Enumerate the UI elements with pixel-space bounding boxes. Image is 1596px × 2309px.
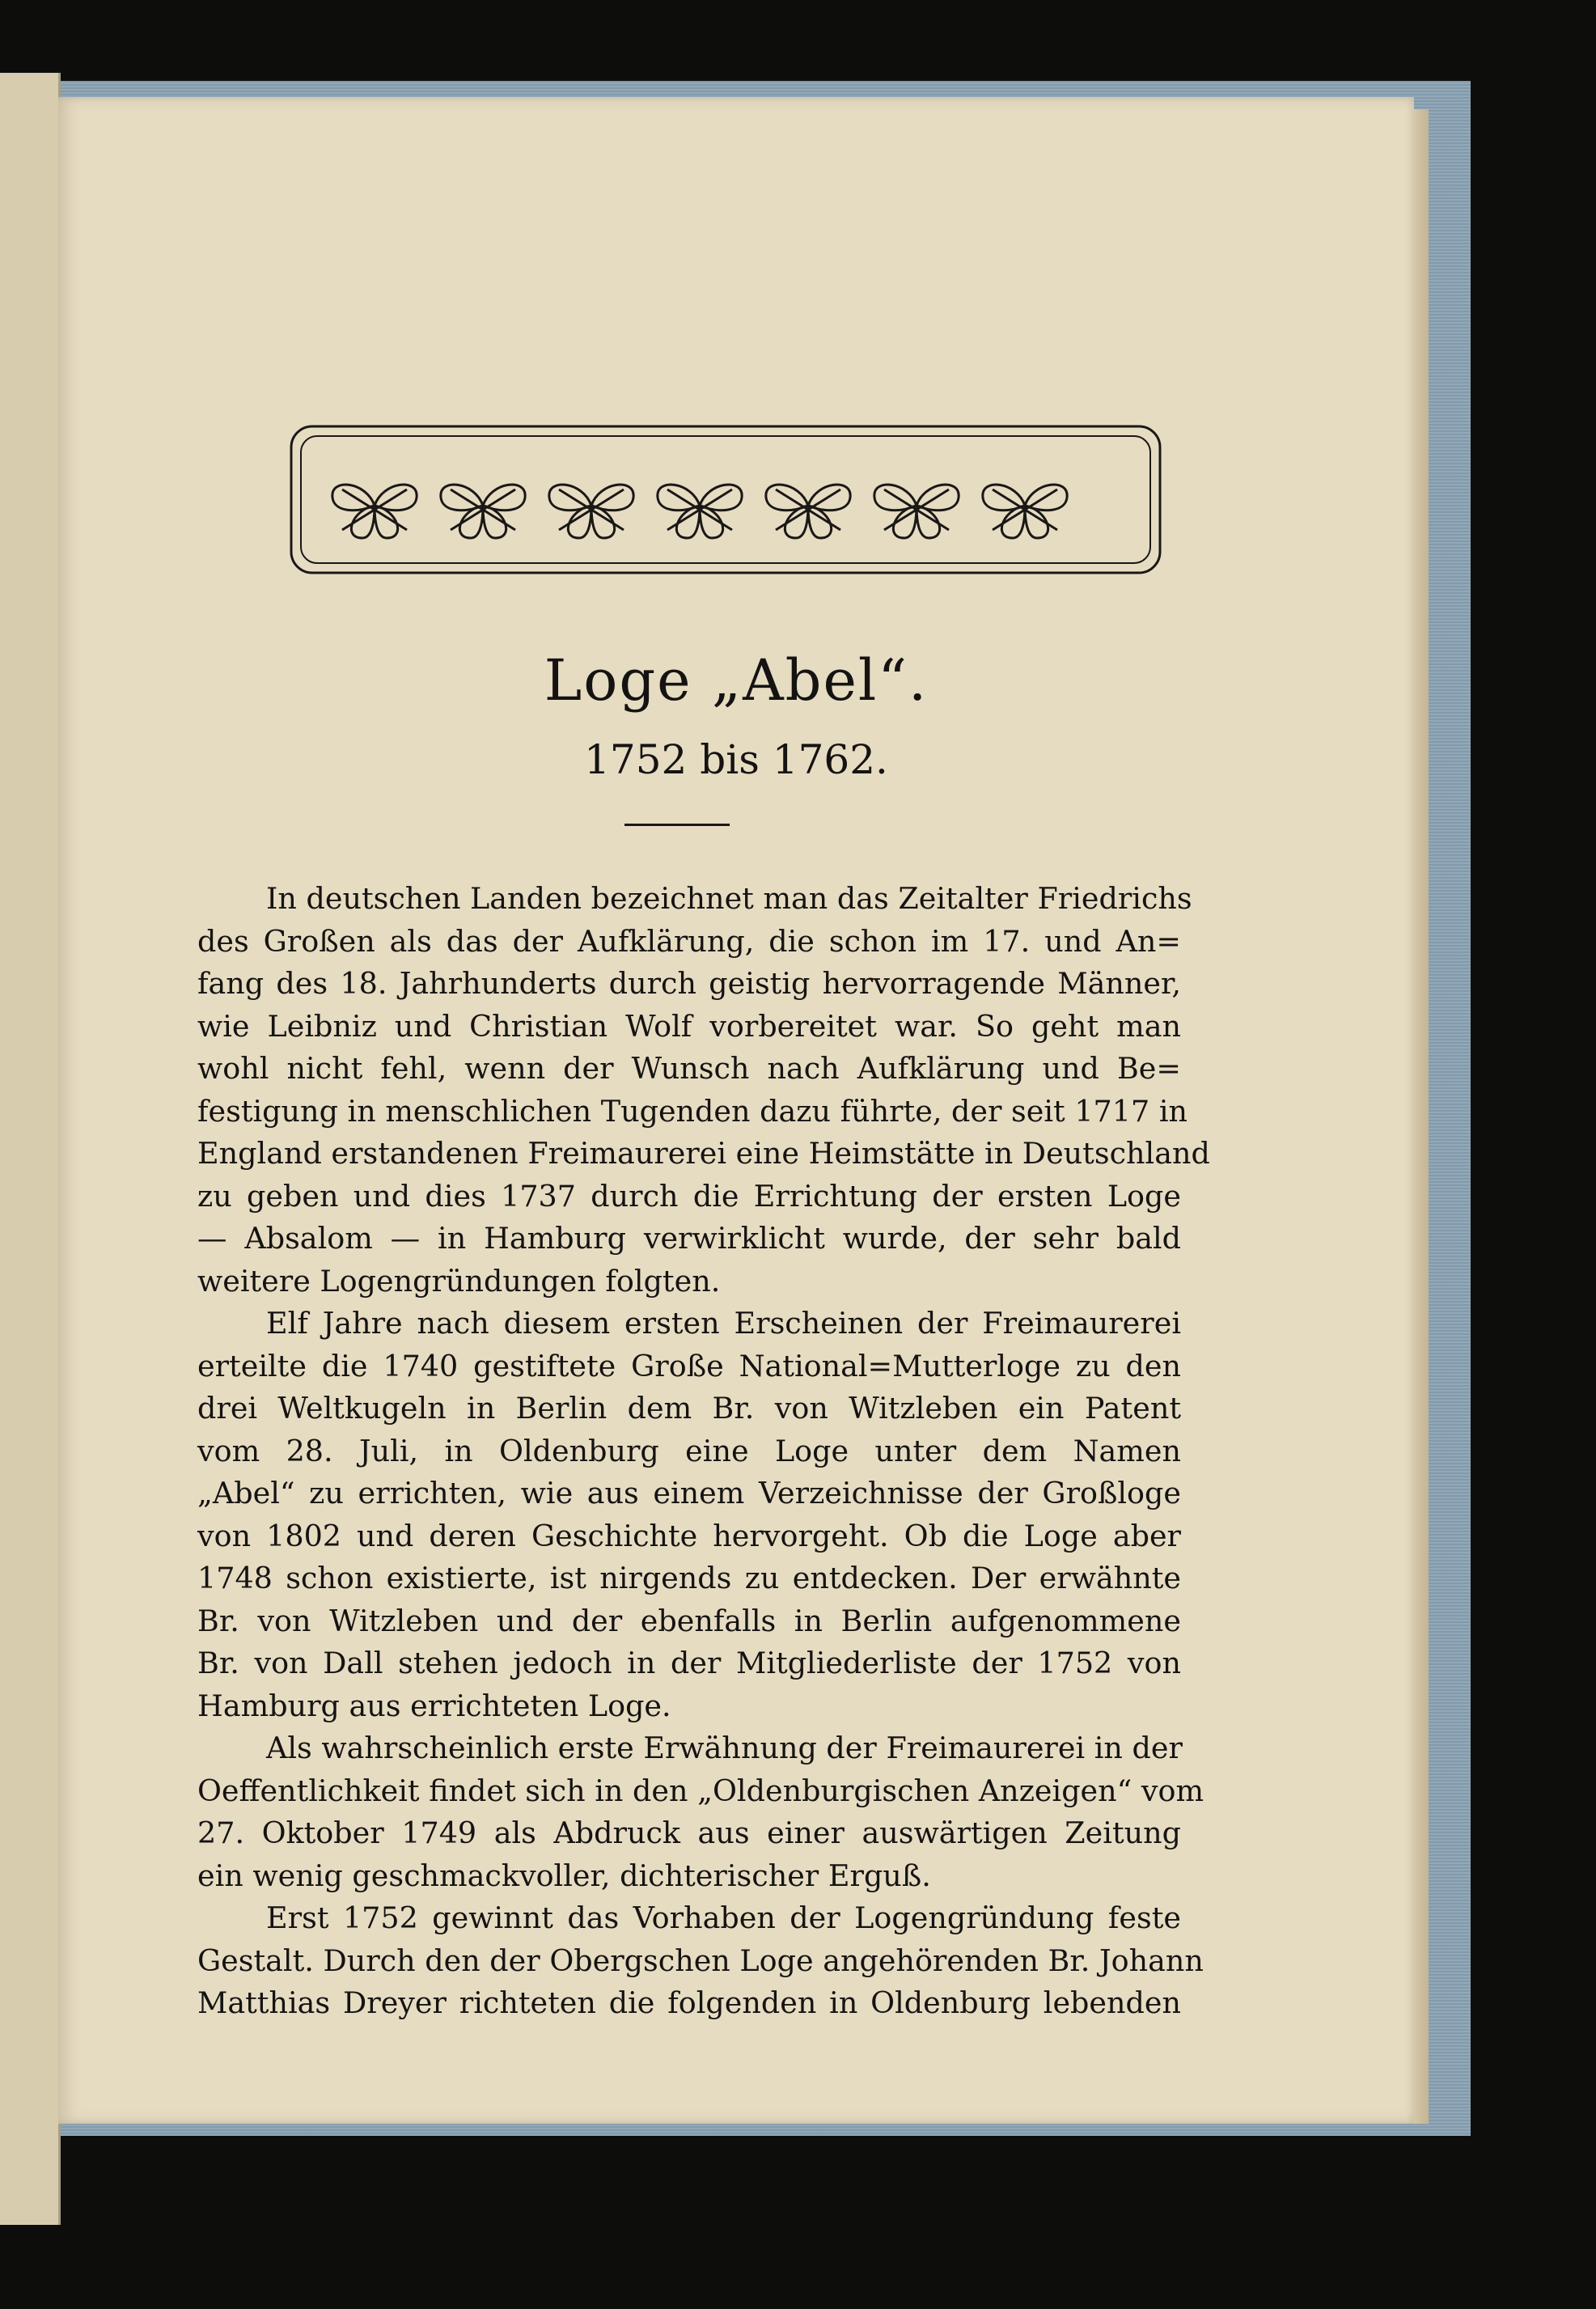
page-stack-edge <box>1414 109 1429 2124</box>
text-line: Br. von Witzleben und der ebenfalls in Berlin aufgenommene <box>197 1603 1181 1638</box>
text-line: Br. von Dall stehen jedoch in der Mitgliederliste der 1752 von <box>197 1646 1181 1680</box>
shamrock-icon <box>441 485 525 538</box>
text-line: England erstandenen Freimaurerei eine Heimstätte in Deutschland <box>197 1136 1210 1171</box>
text-line: wohl nicht fehl, wenn der Wunsch nach Aufklärung und Be= <box>197 1051 1181 1086</box>
text-line: wie Leibniz und Christian Wolf vorbereitet war. So geht man <box>197 1008 1181 1044</box>
shamrock-icon <box>549 485 633 538</box>
text-line: fang des 18. Jahrhunderts durch geistig hervorragende Männer, <box>197 966 1181 1001</box>
text-line: des Großen als das der Aufklärung, die schon im 17. und An= <box>197 923 1181 959</box>
text-line: In deutschen Landen bezeichnet man das Zeitalter Friedrichs <box>266 881 1192 916</box>
shamrock-icon <box>658 485 742 538</box>
text-line: Oeffentlichkeit findet sich in den „Oldenburgischen Anzeigen“ vom <box>197 1773 1204 1808</box>
shamrock-icon <box>983 485 1067 538</box>
shamrock-icon <box>332 485 417 538</box>
text-line: erteilte die 1740 gestiftete Große National=Mutterloge zu den <box>197 1348 1181 1383</box>
book-page <box>58 97 1414 2124</box>
shamrock-icon <box>766 485 850 538</box>
text-line: Matthias Dreyer richteten die folgenden in Oldenburg lebenden <box>197 1985 1181 2020</box>
shamrock-ornament-icon <box>290 425 1162 574</box>
text-line: festigung in menschlichen Tugenden dazu führte, der seit 1717 in <box>197 1093 1187 1129</box>
divider-rule <box>624 824 730 826</box>
text-line: 27. Oktober 1749 als Abdruck aus einer auswärtigen Zeitung <box>197 1815 1181 1850</box>
text-line: Erst 1752 gewinnt das Vorhaben der Logengründung feste <box>266 1900 1181 1935</box>
page-title: Loge „Abel“. <box>544 647 929 714</box>
text-line: weitere Logengründungen folgten. <box>197 1263 721 1299</box>
text-line: Hamburg aus errichteten Loge. <box>197 1688 671 1723</box>
previous-page-edge <box>0 73 61 2225</box>
text-line: vom 28. Juli, in Oldenburg eine Loge unter dem Namen <box>197 1433 1181 1468</box>
text-line: von 1802 und deren Geschichte hervorgeht. Ob die Loge aber <box>197 1518 1181 1553</box>
text-line: Elf Jahre nach diesem ersten Erscheinen der Freimaurerei <box>266 1306 1181 1341</box>
text-line: drei Weltkugeln in Berlin dem Br. von Witzleben ein Patent <box>197 1391 1181 1426</box>
text-line: 1748 schon existierte, ist nirgends zu entdecken. Der erwähnte <box>197 1561 1181 1595</box>
text-line: Als wahrscheinlich erste Erwähnung der Freimaurerei in der <box>266 1731 1183 1765</box>
body-text <box>197 878 1210 2025</box>
text-line: ein wenig geschmackvoller, dichterischer Erguß. <box>197 1858 931 1893</box>
page-subtitle-years: 1752 bis 1762. <box>584 736 888 783</box>
shamrock-icon <box>874 485 959 538</box>
text-line: Gestalt. Durch den der Obergschen Loge angehörenden Br. Johann <box>197 1943 1204 1978</box>
text-line: — Absalom — in Hamburg verwirklicht wurde, der sehr bald <box>197 1221 1181 1256</box>
text-line: zu geben und dies 1737 durch die Errichtung der ersten Loge <box>197 1178 1181 1214</box>
text-line: „Abel“ zu errichten, wie aus einem Verzeichnisse der Großloge <box>197 1476 1181 1510</box>
